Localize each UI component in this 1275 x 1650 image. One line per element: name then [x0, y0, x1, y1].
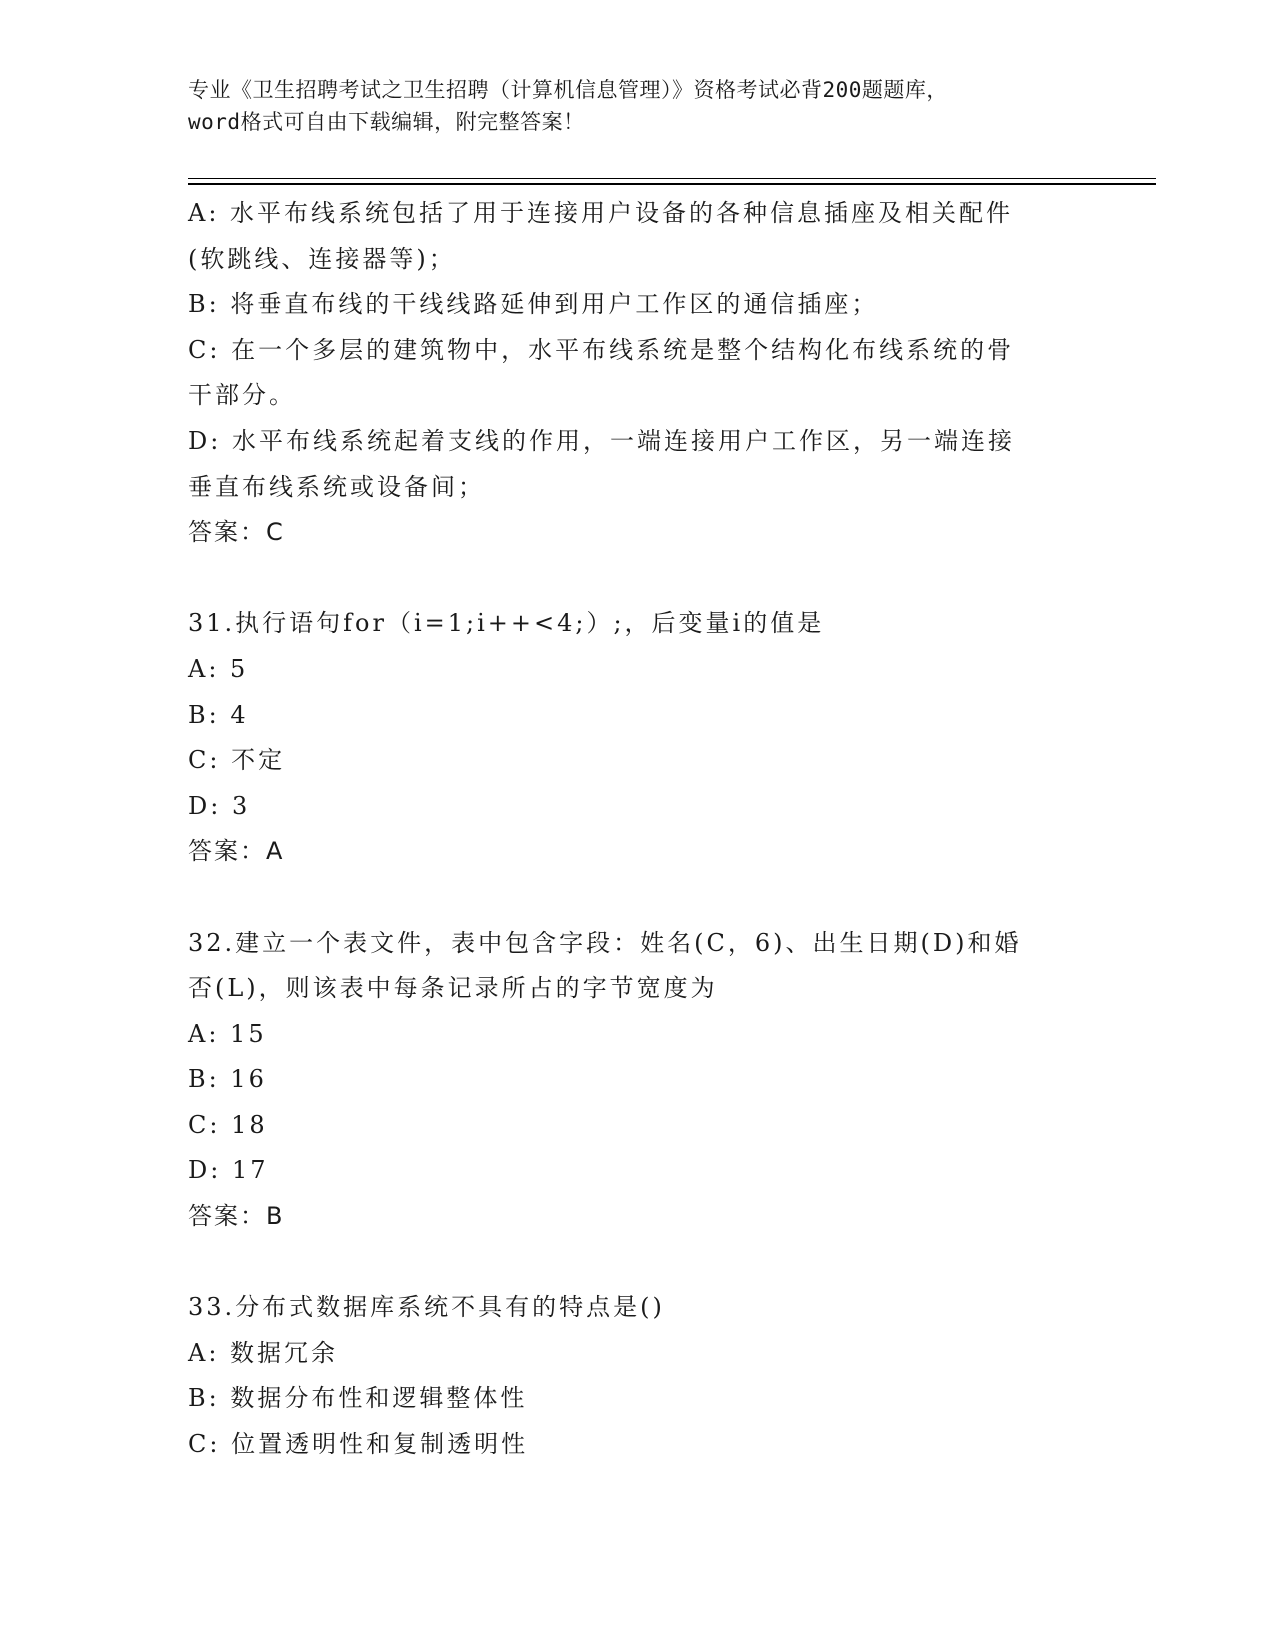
option-a: A: 数据冗余 — [188, 1338, 339, 1367]
option-c: C: 位置透明性和复制透明性 — [188, 1430, 529, 1459]
option-b: B: 4 — [188, 700, 249, 729]
spacer — [188, 875, 1088, 921]
option-b: B: 16 — [188, 1065, 267, 1094]
question-30-block — [188, 191, 1088, 556]
option-a-line-1: A: 水平布线系统包括了用于连接用户设备的各种信息插座及相关配件 — [188, 199, 1014, 227]
question-32-block — [188, 921, 1088, 1240]
question-stem: 33.分布式数据库系统不具有的特点是() — [188, 1293, 665, 1322]
header-rule-thick — [188, 183, 1156, 185]
header-line-2: word格式可自由下载编辑，附完整答案！ — [188, 110, 585, 134]
document-header — [188, 74, 1088, 138]
header-line-1: 专业《卫生招聘考试之卫生招聘（计算机信息管理）》资格考试必背200题题库， — [188, 78, 948, 102]
question-33-block — [188, 1285, 1088, 1467]
question-stem-line-2: 否(L)，则该表中每条记录所占的字节宽度为 — [188, 974, 718, 1003]
question-stem-line-1: 32.建立一个表文件，表中包含字段：姓名(C，6)、出生日期(D)和婚 — [188, 928, 1022, 957]
question-content — [188, 191, 1088, 1468]
question-31-block — [188, 601, 1088, 875]
option-c-line-2: 干部分。 — [188, 381, 296, 410]
header-rule-thin — [188, 178, 1156, 179]
question-stem: 31.执行语句for（i=1;i++<4;）;，后变量i的值是 — [188, 609, 825, 638]
option-d-line-2: 垂直布线系统或设备间； — [188, 472, 485, 501]
option-a: A: 15 — [188, 1019, 267, 1048]
option-c-line-1: C: 在一个多层的建筑物中，水平布线系统是整个结构化布线系统的骨 — [188, 335, 1015, 364]
option-a-line-2: (软跳线、连接器等)； — [188, 244, 456, 273]
option-a: A: 5 — [188, 654, 249, 683]
spacer — [188, 1240, 1088, 1286]
option-d: D: 17 — [188, 1156, 269, 1185]
spacer — [188, 556, 1088, 602]
answer-label: 答案：A — [188, 837, 285, 866]
option-c: C: 不定 — [188, 746, 286, 775]
option-b: B: 数据分布性和逻辑整体性 — [188, 1384, 528, 1413]
option-b: B: 将垂直布线的干线线路延伸到用户工作区的通信插座； — [188, 290, 879, 319]
answer-label: 答案：C — [188, 518, 285, 547]
option-d: D: 3 — [188, 791, 251, 820]
answer-label: 答案：B — [188, 1202, 285, 1231]
option-d-line-1: D: 水平布线系统起着支线的作用，一端连接用户工作区，另一端连接 — [188, 426, 1015, 455]
option-c: C: 18 — [188, 1110, 268, 1139]
